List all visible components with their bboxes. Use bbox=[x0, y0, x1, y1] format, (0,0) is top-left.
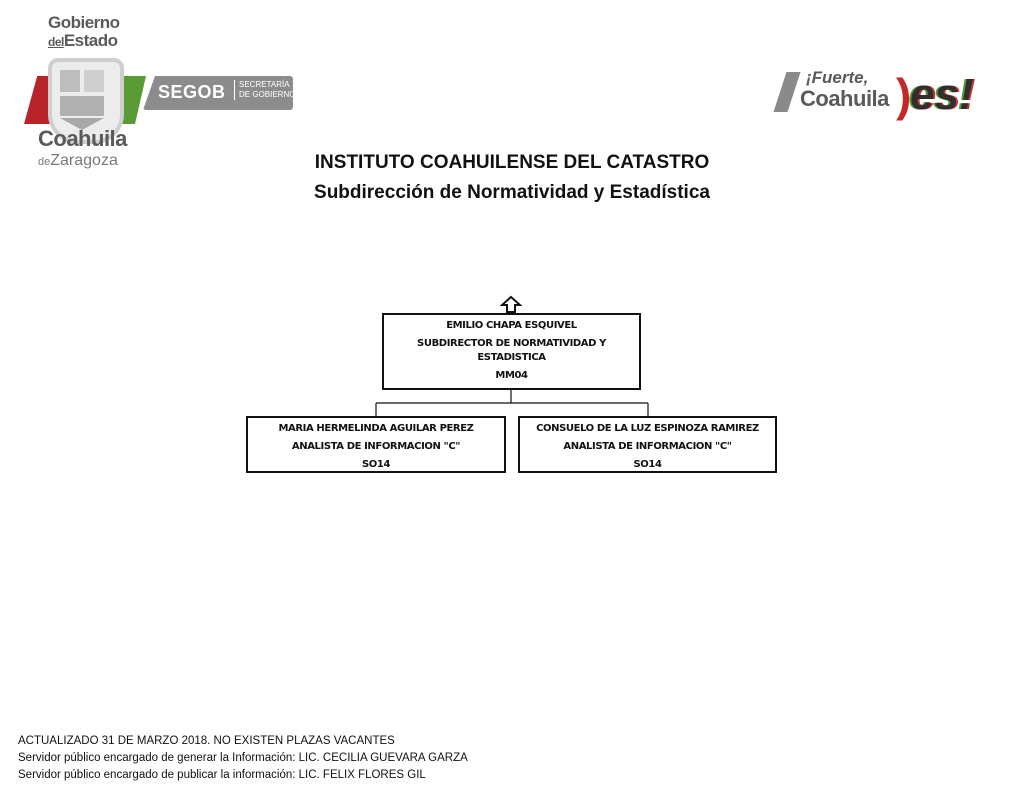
logo-de-word: de bbox=[38, 156, 51, 168]
footer-notes bbox=[18, 733, 468, 784]
page-title: INSTITUTO COAHUILENSE DEL CATASTRO bbox=[314, 152, 710, 173]
logo-estado-word: Estado bbox=[63, 31, 118, 50]
es-text: es! bbox=[910, 70, 974, 119]
fuerte-text: ¡Fuerte, bbox=[806, 68, 869, 87]
node-name: EMILIO CHAPA ESQUIVEL bbox=[446, 320, 577, 331]
page-subtitle: Subdirección de Normatividad y Estadística bbox=[314, 182, 710, 203]
node-position-cont: ESTADISTICA bbox=[477, 352, 546, 363]
node-position: ANALISTA DE INFORMACION "C" bbox=[563, 441, 732, 452]
footer-publisher: Servidor público encargado de publicar la información: LIC. FELIX FLORES GIL bbox=[18, 769, 426, 781]
logo-zaragoza-word: Zaragoza bbox=[50, 152, 118, 169]
logo-gobierno-word: Gobierno bbox=[48, 13, 120, 32]
parenthesis-mark: ) bbox=[896, 69, 912, 121]
org-node-analyst-1 bbox=[246, 416, 506, 473]
node-code: SO14 bbox=[361, 459, 391, 470]
org-node-subdirector bbox=[382, 313, 641, 390]
node-name: CONSUELO DE LA LUZ ESPINOZA RAMIREZ bbox=[536, 423, 759, 434]
footer-generator: Servidor público encargado de generar la Información: LIC. CECILIA GUEVARA GARZA bbox=[18, 752, 468, 764]
org-node-analyst-2 bbox=[518, 416, 777, 473]
logo-del-word: del bbox=[48, 35, 64, 49]
footer-updated: ACTUALIZADO 31 DE MARZO 2018. NO EXISTEN PLAZAS VACANTES bbox=[18, 735, 395, 747]
coahuila-text: Coahuila bbox=[800, 86, 889, 111]
node-code: SO14 bbox=[633, 459, 662, 470]
node-name: MARIA HERMELINDA AGUILAR PEREZ bbox=[278, 423, 474, 434]
node-code: MM04 bbox=[495, 370, 528, 381]
secretaria-label: SECRETARÍA DE GOBIERNO bbox=[234, 80, 299, 100]
node-position: ANALISTA DE INFORMACION "C" bbox=[291, 441, 461, 452]
segob-label: SEGOB bbox=[158, 82, 226, 102]
coahuila-wordmark: Coahuila bbox=[38, 126, 127, 151]
node-position: SUBDIRECTOR DE NORMATIVIDAD Y bbox=[417, 338, 606, 349]
